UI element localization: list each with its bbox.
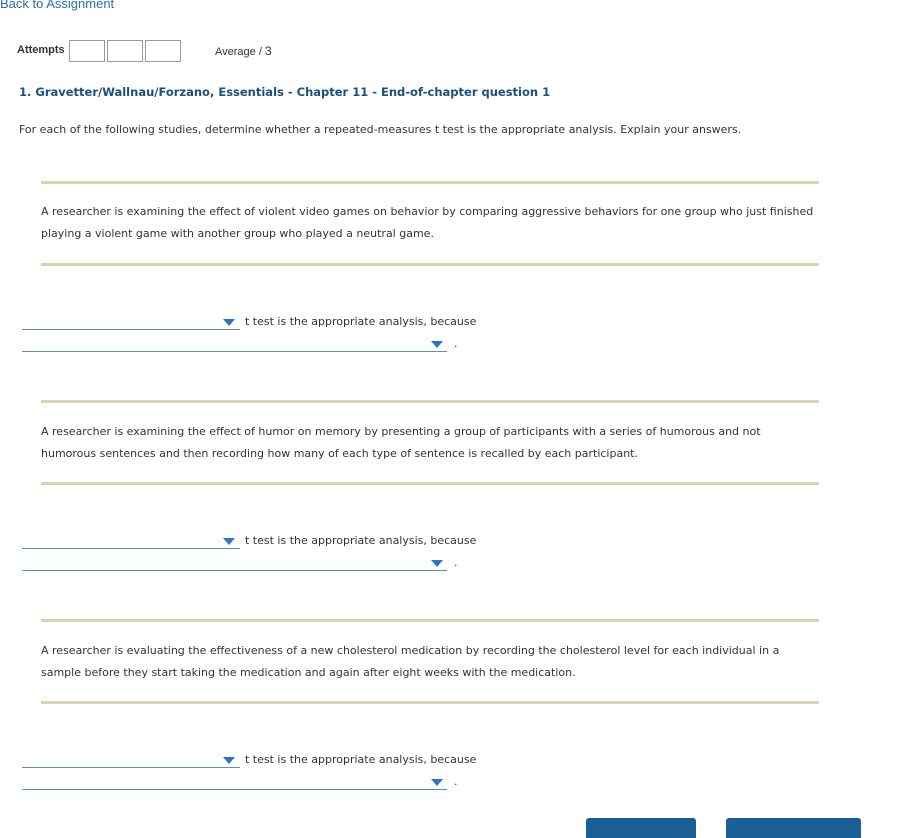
answer-end-period: . (454, 556, 458, 569)
average-label: Average (215, 46, 256, 58)
dropdown-arrow-icon (431, 560, 443, 567)
action-button-right[interactable] (726, 818, 861, 838)
answer-text: t test is the appropriate analysis, because (245, 534, 477, 547)
question-prompt: For each of the following studies, determine whether a repeated-measures t test is the appropriate analysis. Explain your answers. (19, 123, 742, 136)
attempt-box-3 (145, 40, 181, 62)
dropdown-underline (22, 329, 240, 330)
answer-end-period: . (454, 337, 458, 350)
dropdown-arrow-icon (223, 538, 235, 545)
average-total: 3 (264, 44, 272, 58)
attempt-box-2 (107, 40, 143, 62)
action-button-left[interactable] (586, 818, 696, 838)
question-title: 1. Gravetter/Wallnau/Forzano, Essentials - Chapter 11 - End-of-chapter question 1 (19, 85, 551, 99)
dropdown-underline (22, 351, 447, 352)
scenario-divider-top (41, 181, 819, 184)
scenario-text: A researcher is evaluating the effectiveness of a new cholesterol medication by recording the cholesterol level for each individual in a sample before they start taking the medication and again after eight weeks with the medication. (41, 644, 780, 679)
dropdown-underline (22, 767, 240, 768)
dropdown-arrow-icon (431, 341, 443, 348)
scenario-text: A researcher is examining the effect of violent video games on behavior by comparing aggressive behaviors for one group who just finished playing a violent game with another group who played a neutral game. (41, 205, 814, 240)
back-to-assignment-link[interactable]: Back to Assignment (0, 0, 115, 11)
scenario-divider-top (41, 400, 819, 403)
dropdown-arrow-icon (431, 779, 443, 786)
attempts-label: Attempts (17, 44, 65, 56)
average-separator: / (255, 46, 265, 58)
scenario-divider-bottom (41, 701, 819, 704)
test-type-dropdown[interactable] (22, 312, 240, 330)
scenario-divider-bottom (41, 482, 819, 485)
dropdown-underline (22, 548, 240, 549)
test-type-dropdown[interactable] (22, 750, 240, 768)
dropdown-arrow-icon (223, 757, 235, 764)
scenario-text: A researcher is examining the effect of humor on memory by presenting a group of participants with a series of humorous and not humorous sentences and then recording how many of each type of sentence is recalled by each participant. (41, 425, 761, 460)
dropdown-arrow-icon (223, 319, 235, 326)
answer-end-period: . (454, 775, 458, 788)
average-score (215, 44, 272, 58)
reason-dropdown[interactable] (22, 772, 447, 790)
reason-dropdown[interactable] (22, 334, 447, 352)
dropdown-underline (22, 789, 447, 790)
answer-text: t test is the appropriate analysis, because (245, 315, 477, 328)
answer-text: t test is the appropriate analysis, because (245, 753, 477, 766)
scenario-divider-top (41, 619, 819, 622)
attempt-box-1 (69, 40, 105, 62)
reason-dropdown[interactable] (22, 553, 447, 571)
test-type-dropdown[interactable] (22, 531, 240, 549)
dropdown-underline (22, 570, 447, 571)
scenario-divider-bottom (41, 263, 819, 266)
